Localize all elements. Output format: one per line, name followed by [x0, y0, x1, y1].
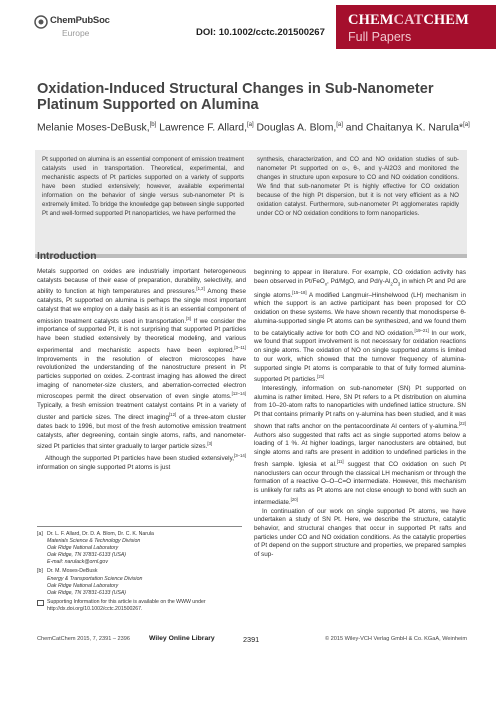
footnote-divider: [37, 526, 242, 527]
author-name: Lawrence F. Allard,: [159, 122, 247, 134]
journal-name: CHEMCATCHEM: [348, 12, 469, 28]
supporting-information-link[interactable]: http://dx.doi.org/10.1002/cctc.201500267.: [47, 605, 143, 612]
doi: DOI: 10.1002/cctc.201500267: [196, 27, 325, 38]
chempubsoc-logo-icon: [34, 15, 48, 29]
section-heading: Introduction: [37, 251, 97, 262]
paragraph: Metals supported on oxides are industrially important heterogeneous catalysts because of their ease of preparation, durability, selectivity, and ability to function at high temperatures and pressures.[1,2] Among these catalysts, Pt supported on alumina is perhaps the single most important catalyst that we employ on a daily basis as it is an essential component of emission treatment catalysts used in transportation.[3] If we consider the importance of supported Pt, it is not surprising that supported Pt particles have been studied extensively by theoretical modeling, and various experimental and mechanistic aspects have been explored.[3–11] Improvements in the resolution of electron microscopes have revolutionized the understanding of the nanostructure present in Pt particles supported on oxides. Z-contrast imaging has allowed the direct imaging of nanometer-size clusters, and aberration-corrected electron microscopes permit the direct observation of even single atoms.[12–14] Typically, a fresh emission treatment catalyst contains Pt in a variety of cluster and particle sizes. The direct imaging[12] of a three-atom cluster dates back to 1996, but most of the fresh automotive emission treatment catalysts, after degreening, contain single atoms, rafts, and nanometer-sized Pt particles that sinter gradually to larger particle sizes.[3]: [37, 268, 246, 451]
page-footer: [37, 636, 467, 648]
paragraph: Although the supported Pt particles have been studied extensively,[3–14] information on single supported Pt atoms is just: [37, 453, 246, 471]
copyright: © 2015 Wiley-VCH Verlag GmbH & Co. KGaA, Weinheim: [324, 636, 467, 642]
footnotes: [37, 531, 242, 615]
publisher-region: Europe: [62, 28, 90, 38]
affiliation-b: [b] Dr. M. Moses-DeBusk Energy & Transportation Science Division Oak Ridge National Laboratory Oak Ridge, TN 37831-6133 (USA): [37, 568, 143, 596]
page-header: [0, 0, 496, 52]
publisher-logo: [34, 13, 114, 43]
page-number: 2391: [243, 635, 260, 644]
abstract-box: [35, 150, 467, 258]
affiliation-a: [a] Dr. L. F. Allard, Dr. D. A. Blom, Dr. C. K. Narula Materials Science & Technology Division Oak Ridge National Laboratory Oak Ridge, TN 37831-6133 (USA) E-mail: narulack@ornl.gov: [37, 531, 154, 566]
author-list: Melanie Moses-DeBusk,[b] Lawrence F. Allard,[a] Douglas A. Blom,[a] and Chaitanya K. Narula*[a]: [37, 122, 470, 134]
article-title: Oxidation-Induced Structural Changes in Sub-Nanometer Platinum Supported on Alumina: [37, 81, 434, 114]
supporting-information-icon: [37, 600, 44, 606]
body-column-right: [254, 269, 466, 560]
paragraph: Interestingly, information on sub-nanometer (SN) Pt supported on alumina is rather limited. Here, SN Pt refers to a Pt distribution on alumina from 10–20-atom rafts to nanoparticles with undefined lattice structure. SN Pt that contains primarily Pt rafts on γ-alumina has been studied, and it was shown that rafts anchor on the pentacoordinate Al centers of γ-alumina.[22] Authors also suggested that rafts act as single supported atoms below a loading of 1 %. At higher loadings, larger nanoclusters are obtained, but single atoms and rafts are present in addition to undefined particles in the fresh sample. Iglesia et al.[11] suggest that CO oxidation on such Pt nanoclusters can occur through the classical LH mechanism or through the formation of a reactive O–O–C=O intermediate. However, this mechanism is unlikely for rafts as Pt atoms are not close enough to bond with such an intermediate.[20]: [254, 385, 466, 506]
supporting-information-note: Supporting Information for this article is available on the WWW under http://dx.doi.org/10.1002/cctc.201500267.: [37, 599, 242, 613]
author-name: Melanie Moses-DeBusk,: [37, 122, 150, 134]
abstract-text-right: synthesis, characterization, and CO and NO oxidation studies of sub-nanometer Pt supported on α-, θ-, and γ-Al2O3 and monitored the changes in structure upon exposure to CO and NO oxidation conditions. We find that sub-nanometer Pt is highly effective for CO oxidation because of the high Pt dispersion, but it is not very efficient as a NO oxidation catalyst. Furthermore, sub-nanometer Pt agglomerates rapidly under CO or NO oxidation conditions to form nanoparticles.: [257, 156, 459, 217]
publisher-name: ChemPubSoc: [50, 15, 110, 26]
paragraph: beginning to appear in literature. For example, CO oxidation activity has been observed in Pt/FeO$_x$, Pd/MgO, and $Pd/\gamma-Al_2O_3$ in which Pt and Pd are single atoms.[15–18] A modified Langmuir–Hinshelwood (LH) mechanism in which the support is an active participant has been proposed for CO oxidation on these systems. We have shown recently that monodisperse θ-alumina-supported single Pt atoms can be synthesized, and we found them to be catalytically active for both CO and NO oxidation.[19–21] In our work, we found that support involvement is not necessary for oxidation reactions on single atoms. The oxidation of NO on single supported atoms is limited to our work, which showed that the turnover frequency of alumina-supported single Pt atoms is comparable to that of fully formed alumina-supported Pt particles.[21]: [254, 269, 466, 384]
wiley-online-library-link[interactable]: Wiley Online Library: [149, 635, 215, 642]
author-name: Douglas A. Blom,: [256, 122, 337, 134]
article-type: Full Papers: [348, 30, 412, 44]
journal-banner: [336, 5, 496, 49]
body-column-left: [37, 268, 246, 473]
author-name: and Chaitanya K. Narula*: [345, 122, 464, 134]
citation: ChemCatChem 2015, 7, 2391 – 2396: [37, 636, 130, 642]
paragraph: In continuation of our work on single supported Pt atoms, we have undertaken a study of SN Pt. Here, we describe the structure, catalytic behavior, and structural changes that occur in supported Pt rafts and particles under CO and NO oxidation conditions. As the catalytic properties of Pt depend on the support structure and properties, we prepared samples of sup-: [254, 507, 466, 559]
abstract-text-left: Pt supported on alumina is an essential component of emission treatment catalysts used in transportation. Theoretical, experimental, and mechanistic aspects of Pt particles supported on a variety of supports have been studied extensively; however, available experimental information on the behavior of single versus sub-nanometer Pt is extremely limited. To bridge the knowledge gap between single supported Pt and well-formed supported Pt nanoparticles, we have performed the: [42, 156, 244, 217]
